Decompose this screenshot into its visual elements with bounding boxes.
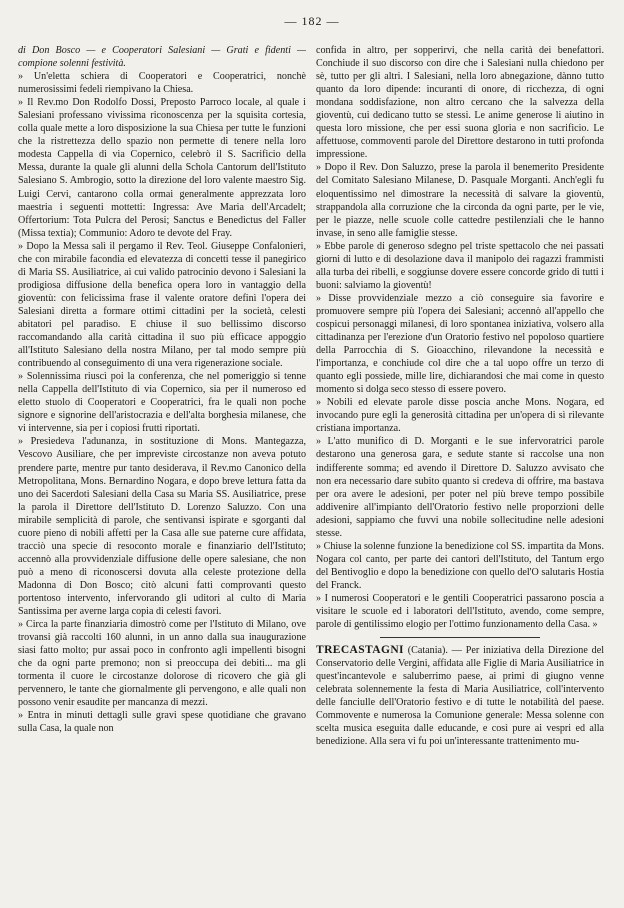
section-heading: TRECASTAGNI xyxy=(316,644,404,657)
left-column xyxy=(18,44,306,735)
paragraph: » Solennissima riuscì poi la conferenza, che nel pomeriggio si tenne nella Cappella dell'Istituto di via Copernico, sia per il numeroso ed eletto stuolo di Cooperatori e Cooperatrici, fra le quali non poche signore e signorine dell'aristocrazia e dell'alta borghesia milanese, che vi intervenne, sia per i copiosi frutti riportati. xyxy=(18,371,306,435)
paragraph: » Disse provvidenziale mezzo a ciò conseguire sia favorire e promuovere sempre più l'opera dei Salesiani; accennò all'appello che cospicui personaggi milanesi, di loro spontanea iniziativa, volsero alla cittadinanza per l'erezione d'un Oratorio festivo nel popoloso quartiere della Parrocchia di S. Gioacchino, rilevandone la necessità e l'importanza, e conchiude col dire che a tal uopo offre un terzo di quanto egli possiede, mille lire, dichiarandosi che mai come in questo momento si dolga seco stesso di essere povero. xyxy=(316,292,604,396)
page-number: — 182 — xyxy=(284,14,340,28)
right-column-paragraphs xyxy=(316,44,604,631)
paragraph: » I numerosi Cooperatori e le gentili Cooperatrici passarono poscia a visitare le scuole ed i laboratori dell'Istituto, avendo, come sempre, parole di gentilissimo elogio per l'ottimo funzionamento della Casa. » xyxy=(316,592,604,631)
paragraph: » Circa la parte finanziaria dimostrò come per l'Istituto di Milano, ove trovansi già raccolti 160 alunni, in un anno dalla sua inaugurazione siasi fatto molto; pur assai poco in confronto agli impellenti bisogni che da ogni parte premono; non si preoccupa dei debiti... ma gli tormenta il cuore le circostanze dolorose di ricovero che già gli pervennero, le tante che giornalmente gli pervengono, e alle quali non possono venir esaudite per mancanza di mezzi. xyxy=(18,619,306,709)
right-column xyxy=(316,44,604,748)
paragraph: di Don Bosco — e Cooperatori Salesiani — Grati e fidenti — compione solenni festività. xyxy=(18,45,306,70)
section-place: (Catania). xyxy=(407,645,448,657)
section-text: — Per iniziativa della Direzione del Conservatorio delle Vergini, affidata alle Figlie di Maria Ausiliatrice in quest'incantevole e saluberrimo paese, ai primi di giugno venne celebrata solennemente la festa di Maria Ausiliatrice, coll'intervento delle fanciulle dell'Oratorio festivo e di tutte le notabilità del paese. Commovente e numerosa la Comunione generale: Messa solenne con scelta musica eseguita dalle educande, e così pure ai vespri ed alla benedizione. Alla sera vi fu poi un'interessante trattenimento mu- xyxy=(316,645,605,748)
paragraph: » Presiedeva l'adunanza, in sostituzione di Mons. Mantegazza, Vescovo Ausiliare, che per impreviste circostanze non aveva potuto prendere parte, mentre pur tanto desiderava, il Rev.mo Canonico della Metropolitana, Mons. Bernardino Nogara, e dopo breve lettura fatta da uno dei Sacerdoti Salesiani della Casa su Maria SS. Ausiliatrice, prese la parola il Direttore dell'Istituto D. Lorenzo Saluzzo. Con una mirabile semplicità di parole, che sentivansi ispirate e sgorganti dal cuore pieno di nobili affetti per la Casa alle sue paterne cure affidata, tracciò una specie di resoconto morale e finanziario dell'Istituto; accennò alla provvidenziale diffusione delle opere salesiane, che non può a meno di riconoscersi dovuta alla celeste protezione della Madonna di Don Bosco; citò alcuni fatti comprovanti questo portentoso intervento, infervorando gli uditori al culto di Maria Santissima per averne larga copia di celesti favori. xyxy=(18,436,306,618)
section-paragraph xyxy=(316,644,604,748)
paragraph: » L'atto munifico di D. Morganti e le sue infervoratrici parole destarono una generosa gara, e sedute stante si raccolse una non indifferente somma; ed avendo il Direttore D. Saluzzo avvisato che non era necessario dare subito quanto si credeva di offrire, ma bastava per ora avere le adesioni, per poter nel più breve tempo possibile addivenire all'impianto dell'Oratorio festivo nelle proporzioni delle adesioni, sappiamo che fuvvi una nobile sollecitudine nelle adesioni stesse. xyxy=(316,436,604,539)
paragraph: » Nobili ed elevate parole disse poscia anche Mons. Nogara, ed invocando pure egli la generosità cittadina per un'opera di sì rilevante cristiana importanza. xyxy=(316,397,604,435)
paragraph: » Entra in minuti dettagli sulle gravi spese quotidiane che gravano sulla Casa, la quale non xyxy=(18,710,306,735)
paragraph: » Dopo la Messa salì il pergamo il Rev. Teol. Giuseppe Confalonieri, che con mirabile facondia ed elevatezza di concetti tesse il panegirico di Maria SS. Ausiliatrice, ai cui valido patrocinio devono i Salesiani la prodigiosa diffusione della benefica opera loro in vantaggio della gioventù: con felicissima frase il valente oratore definì l'opera dei Salesiani diretta a formare ottimi cittadini per la società, celesti abitatori pel paradiso. E chiuse il suo bellissimo discorso raccomandando alla carità cittadina il suo più efficace appoggio all'Istituto Salesiano della nostra Milano, per tal modo sempre più contribuendo al conseguimento di una vera rigenerazione sociale. xyxy=(18,240,306,370)
paragraph: » Chiuse la solenne funzione la benedizione col SS. impartita da Mons. Nogara col canto, per parte dei cantori dell'Istituto, del Tantum ergo del Bentivoglio e dopo la benedizione con quello del'O salutaris Hostia del Franck. xyxy=(316,540,604,591)
paragraph: » Ebbe parole di generoso sdegno pel triste spettacolo che nei passati giorni di lutto e di desolazione dava il manipolo dei ragazzi frammisti alla turba dei ribelli, e soggiunse dovere essere concorde grido di tutti i buoni: salviamo la gioventù! xyxy=(316,240,604,291)
paragraph: confida in altro, per sopperirvi, che nella carità dei benefattori. Conchiude il suo discorso con dire che i Salesiani nulla chiedono per sè, tutto per gli altri. I Salesiani, nella loro abnegazione, dànno tutto quanto da loro dipende: incuranti di onore, di ricchezza, di ogni mondana soddisfazione, non altro cercano che la salvezza della gioventù, cui dedicano tutto se stessi. Le anime generose li aiutino in questa loro missione, che per essi suona gloria e non sacrificio. Le affettuose, commoventi parole del Direttore destarono in tutti profonda impressione. xyxy=(316,45,604,161)
section-divider xyxy=(380,637,540,638)
paragraph: » Il Rev.mo Don Rodolfo Dossi, Preposto Parroco locale, al quale i Salesiani professano vivissima riconoscenza per la squisita cortesia, colla quale mette a loro disposizione la sua Chiesa per tutte le funzioni che la ristrettezza dello spazio non permette di tenere nella loro modesta Cappella di via Copernico, celebrò il S. Sacrificio della Messa, durante la quale gli alunni della Schola Cantorum dell'Istituto Salesiano S. Ambrogio, sotto la direzione del loro valente maestro Sig. Luigi Cervi, cantarono colla ormai generalmente apprezzata loro maestria i seguenti mottetti: Ingressa: Ave Maria dell'Arcadelt; Offertorium: Tota Pulcra del Perosi; Sanctus e Benedictus del Faller (Missa textia); Communio: Adoro te devote del Fray. xyxy=(18,97,306,239)
paragraph: » Dopo il Rev. Don Saluzzo, prese la parola il benemerito Presidente del Comitato Salesiano Milanese, D. Pasquale Morganti. Anch'egli fu eloquentissimo nel dimostrare la necessità di salvare la gioventù, strappandola alla corruzione che la circonda da ogni parte, per le vie, per le piazze, nelle scuole colle cattedre pestilenziali che le hanno invase, in seno alle famiglie stesse. xyxy=(316,162,604,239)
paragraph: » Un'eletta schiera di Cooperatori e Cooperatrici, nonchè numerosissimi fedeli riempivano la Chiesa. xyxy=(18,71,306,96)
